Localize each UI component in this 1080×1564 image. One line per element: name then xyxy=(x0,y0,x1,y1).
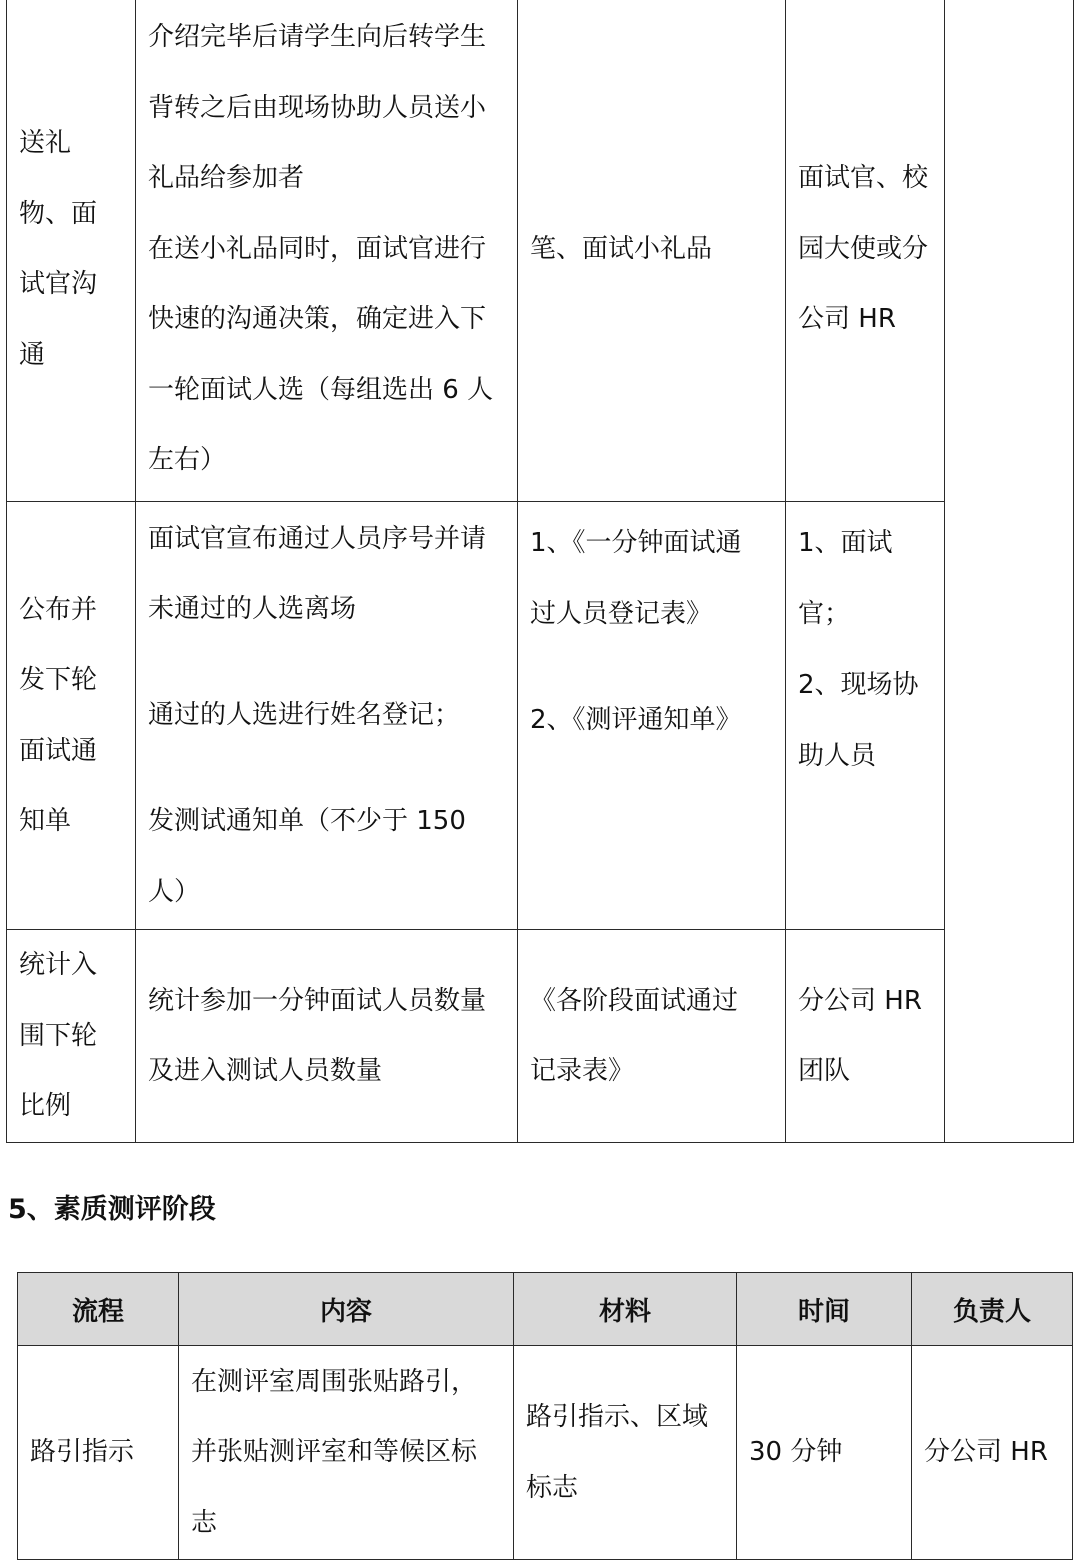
assessment-stage-table xyxy=(17,1272,1073,1560)
material-cell: 《各阶段面试通过 记录表》 xyxy=(518,930,786,1143)
step-cell: 公布并 发下轮 面试通 知单 xyxy=(7,502,136,930)
step-cell: 路引指示 xyxy=(18,1346,179,1560)
header-content: 内容 xyxy=(179,1273,514,1346)
step-cell: 送礼 物、面 试官沟 通 xyxy=(7,0,136,502)
step-cell: 统计入 围下轮 比例 xyxy=(7,930,136,1143)
header-material: 材料 xyxy=(514,1273,737,1346)
owner-cell: 分公司 HR 团队 xyxy=(786,930,945,1143)
content-cell: 在测评室周围张贴路引， 并张贴测评室和等候区标 志 xyxy=(179,1346,514,1560)
content-cell: 介绍完毕后请学生向后转学生 背转之后由现场协助人员送小 礼品给参加者 在送小礼品同时，面试官进行 快速的沟通决策，确定进入下 一轮面试人选（每组选出 6 人 左右） xyxy=(136,0,518,502)
empty-column-cell xyxy=(945,502,1074,930)
material-cell: 路引指示、区域 标志 xyxy=(514,1346,737,1560)
time-cell: 30 分钟 xyxy=(737,1346,912,1560)
material-cell: 笔、面试小礼品 xyxy=(518,0,786,502)
table-row xyxy=(7,502,1074,930)
section-heading: 5、素质测评阶段 xyxy=(8,1194,216,1225)
content-cell: 统计参加一分钟面试人员数量 及进入测试人员数量 xyxy=(136,930,518,1143)
content-cell: 面试官宣布通过人员序号并请 未通过的人选离场 通过的人选进行姓名登记； 发测试通知单（不少于 150 人） xyxy=(136,502,518,930)
header-time: 时间 xyxy=(737,1273,912,1346)
material-cell: 1、《一分钟面试通 过人员登记表》 2、《测评通知单》 xyxy=(518,502,786,930)
owner-cell: 分公司 HR xyxy=(912,1346,1073,1560)
table-row xyxy=(18,1346,1073,1560)
owner-cell: 面试官、校 园大使或分 公司 HR xyxy=(786,0,945,502)
empty-column-cell xyxy=(945,0,1074,502)
table-header-row xyxy=(18,1273,1073,1346)
owner-cell: 1、面试 官； 2、现场协 助人员 xyxy=(786,502,945,930)
table-row xyxy=(7,0,1074,502)
table-row xyxy=(7,930,1074,1143)
empty-column-cell xyxy=(945,930,1074,1143)
interview-process-table xyxy=(6,0,1074,1143)
header-step: 流程 xyxy=(18,1273,179,1346)
header-owner: 负责人 xyxy=(912,1273,1073,1346)
